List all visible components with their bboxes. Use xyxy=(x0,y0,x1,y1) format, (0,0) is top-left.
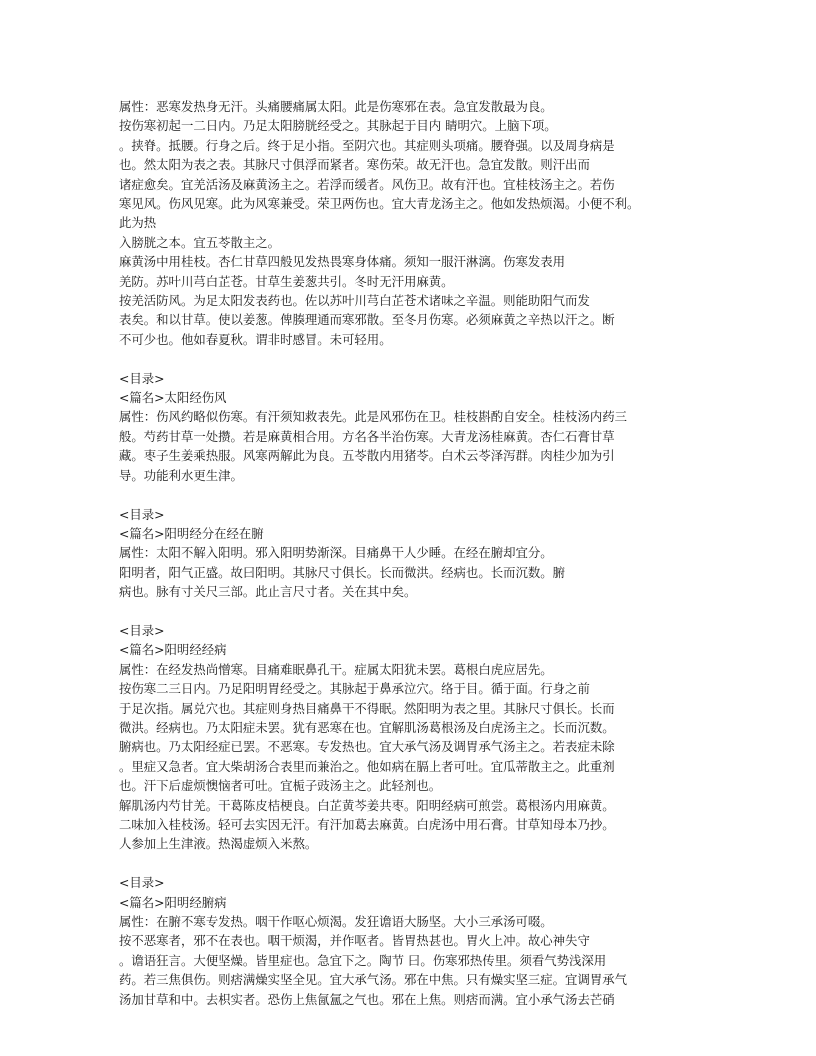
paragraph-gap xyxy=(119,854,699,873)
section-title: <篇名>太阳经伤风 xyxy=(119,390,227,406)
paragraph-gap xyxy=(119,602,699,621)
text-line: 属性：在腑不寒专发热。咽干作呕心烦渴。发狂谵语大肠坚。大小三承汤可啜。 xyxy=(119,914,553,929)
toc-marker: <目录> xyxy=(119,506,165,522)
text-line: 病也。脉有寸关尺三部。此止言尺寸者。关在其中矣。 xyxy=(119,584,417,600)
text-line: 微洪。经病也。乃太阳症未罢。犹有恶寒在也。宜解肌汤葛根汤及白虎汤主之。长而沉数。 xyxy=(119,719,615,735)
section-taiyang-shangfeng xyxy=(119,369,699,485)
section-yangming-jingbing xyxy=(119,621,699,854)
paragraph-gap xyxy=(119,485,699,504)
text-line: 二味加入桂枝汤。轻可去实因无汗。有汗加葛去麻黄。白虎汤中用石膏。甘草知母本乃抄。 xyxy=(119,816,615,832)
toc-marker: <目录> xyxy=(119,622,165,638)
toc-marker: <目录> xyxy=(119,875,165,891)
text-line: 羌防。苏叶川芎白芷苍。甘草生姜葱共引。冬时无汗用麻黄。 xyxy=(119,273,454,289)
text-line: 导。功能利水更生津。 xyxy=(119,467,243,483)
document-page xyxy=(119,97,699,1009)
paragraph-gap xyxy=(119,349,699,368)
text-line: 此为热 xyxy=(119,215,157,231)
text-line: 属性：太阳不解入阳明。邪入阳明势渐深。目痛鼻干人少睡。在经在腑却宜分。 xyxy=(119,545,553,561)
section-yangming-fubing xyxy=(119,873,699,1009)
text-line: 解肌汤内芍甘羌。干葛陈皮桔梗良。白芷黄芩姜共枣。阳明经病可煎尝。葛根汤内用麻黄。 xyxy=(119,797,615,813)
text-line: 入膀胱之本。宜五苓散主之。 xyxy=(119,234,281,250)
section-title: <篇名>阳明经分在经在腑 xyxy=(119,525,264,541)
text-line: 属性：伤风约略似伤寒。有汗须知救表先。此是风邪伤在卫。桂枝斟酌自安全。桂枝汤内药三 xyxy=(119,409,628,425)
section-title: <篇名>阳明经腑病 xyxy=(119,894,227,910)
text-line: 按伤寒二三日内。乃足阳明胃经受之。其脉起于鼻承泣穴。络于目。循于面。行身之前 xyxy=(119,681,590,697)
text-line: 按羌活防风。为足太阳发表药也。佐以苏叶川芎白芷苍术诸味之辛温。则能助阳气而发 xyxy=(119,293,590,309)
text-line: 按伤寒初起一二日内。乃足太阳膀胱经受之。其脉起于目内 睛明穴。上脑下项。 xyxy=(119,118,557,134)
text-line: 药。若三焦俱伤。则痞满燥实坚全见。宜大承气汤。邪在中焦。只有燥实坚三症。宜调胃承气 xyxy=(119,972,628,988)
section-yangming-fenjing xyxy=(119,505,699,602)
text-line: 也。汗下后虚烦懊恼者可吐。宜栀子豉汤主之。此轻剂也。 xyxy=(119,778,442,794)
text-line: 按不恶寒者，邪不在表也。咽干烦渴，并作呕者。皆胃热甚也。胃火上冲。故心神失守 xyxy=(119,933,590,949)
text-line: 也。然太阳为表之表。其脉尺寸俱浮而紧者。寒伤荣。故无汗也。急宜发散。则汗出而 xyxy=(119,157,590,173)
text-line: 寒见风。伤风见寒。此为风寒兼受。荣卫两伤也。宜大青龙汤主之。他如发热烦渴。小便不利。 xyxy=(119,196,640,212)
text-line: 不可少也。他如春夏秋。谓非时感冒。未可轻用。 xyxy=(119,331,392,347)
text-line: 。里症又急者。宜大柴胡汤合表里而兼治之。他如病在膈上者可吐。宜瓜蒂散主之。此重剂 xyxy=(119,758,615,774)
text-line: 。挟脊。抵腰。行身之后。终于足小指。至阴穴也。其症则头项痛。腰脊强。以及周身病是 xyxy=(119,137,615,153)
text-line: 阳明者，阳气正盛。故曰阳明。其脉尺寸俱长。长而微洪。经病也。长而沉数。腑 xyxy=(119,564,566,580)
section-title: <篇名>阳明经经病 xyxy=(119,642,227,658)
toc-marker: <目录> xyxy=(119,370,165,386)
text-line: 般。芍药甘草一处攒。若是麻黄相合用。方名各半治伤寒。大青龙汤桂麻黄。杏仁石膏甘草 xyxy=(119,428,615,444)
text-line: 汤加甘草和中。去枳实者。恐伤上焦氤氲之气也。邪在上焦。则痞而满。宜小承气汤去芒硝 xyxy=(119,991,615,1007)
text-line: 属性：恶寒发热身无汗。头痛腰痛属太阳。此是伤寒邪在表。急宜发散最为良。 xyxy=(119,99,553,114)
text-line: 藏。枣子生姜乘热服。风寒两解此为良。五苓散内用猪苓。白术云苓泽泻群。肉桂少加为引 xyxy=(119,448,615,464)
text-line: 腑病也。乃太阳经症已罢。不恶寒。专发热也。宜大承气汤及调胃承气汤主之。若表症未除 xyxy=(119,739,615,755)
text-line: 。谵语狂言。大便坚燥。皆里症也。急宜下之。陶节 曰。伤寒邪热传里。须看气势浅深用 xyxy=(119,952,607,968)
text-line: 属性：在经发热尚憎寒。目痛难眠鼻孔干。症属太阳犹未罢。葛根白虎应居先。 xyxy=(119,661,553,677)
text-line: 麻黄汤中用桂枝。杏仁甘草四般见发热畏寒身体痛。须知一服汗淋漓。伤寒发表用 xyxy=(119,254,566,270)
text-block xyxy=(119,97,699,349)
text-line: 诸症愈矣。宜羌活汤及麻黄汤主之。若浮而缓者。风伤卫。故有汗也。宜桂枝汤主之。若伤 xyxy=(119,176,615,192)
text-line: 人参加上生津液。热渴虚烦入米熬。 xyxy=(119,836,318,852)
text-line: 于足次指。属兑穴也。其症则身热目痛鼻干不得眠。然阳明为表之里。其脉尺寸俱长。长而 xyxy=(119,700,615,716)
text-line: 表矣。和以甘草。使以姜葱。俾腠理通而寒邪散。至冬月伤寒。必须麻黄之辛热以汗之。断 xyxy=(119,312,615,328)
